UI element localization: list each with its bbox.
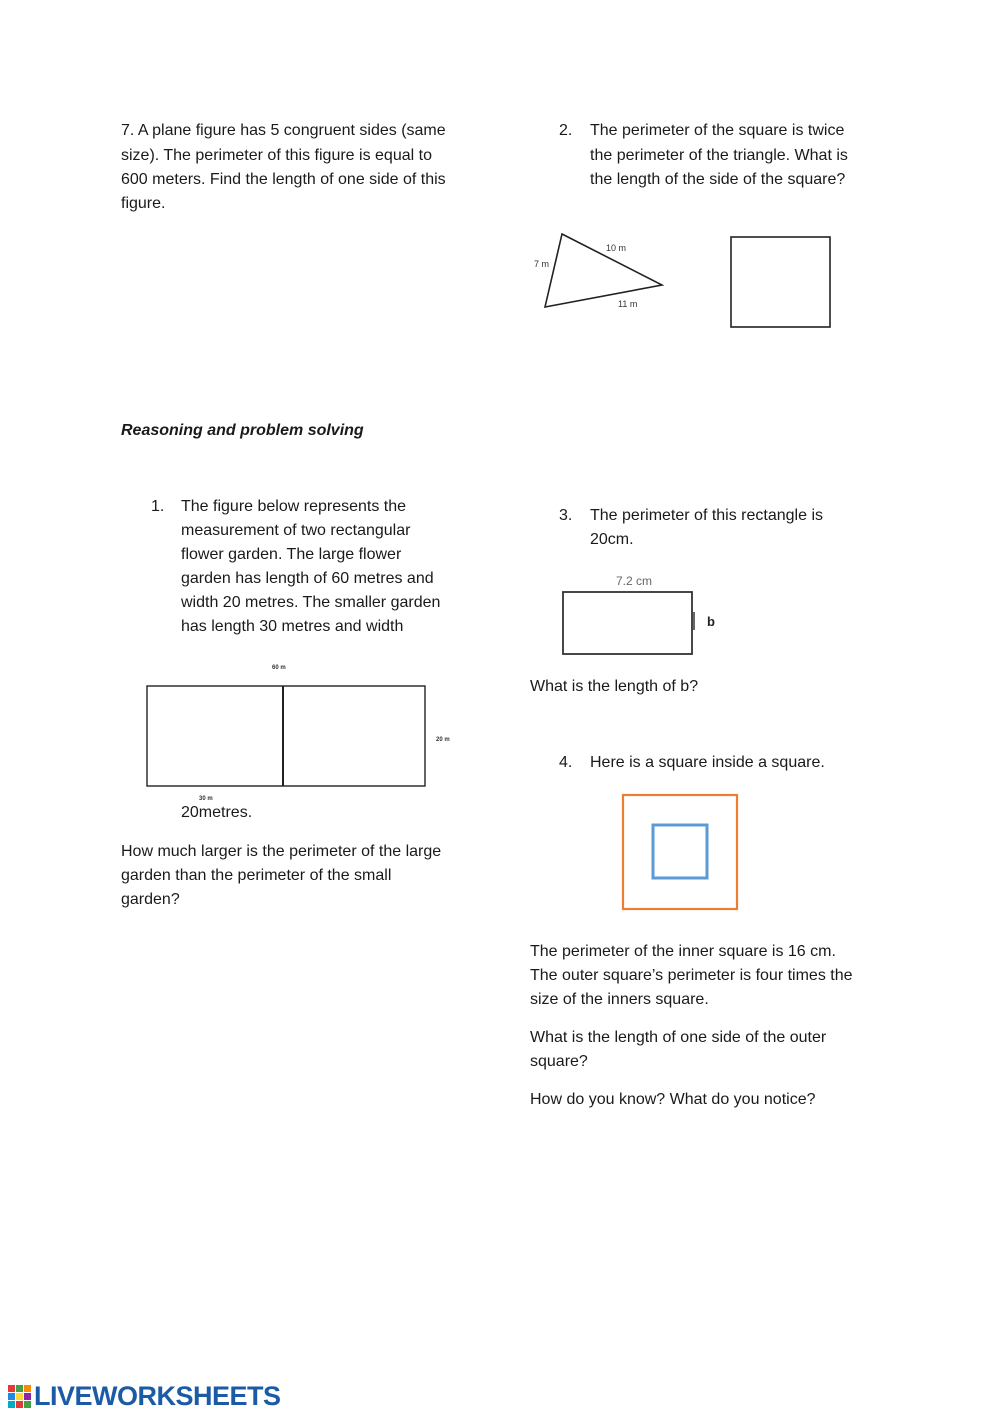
q1-line-6: has length 30 metres and width — [181, 618, 404, 635]
q1-question-line-1: How much larger is the perimeter of the large — [121, 843, 442, 860]
q1-line-1: The figure below represents the — [181, 498, 407, 515]
q1-question-line-3: garden? — [121, 891, 180, 908]
q1-line-2: measurement of two rectangular — [181, 522, 411, 539]
triangle-label-10m: 10 m — [606, 243, 627, 253]
q4-number: 4. — [559, 754, 573, 771]
q7-line-4: figure. — [121, 195, 166, 212]
q7-line-1: 7. A plane figure has 5 congruent sides (same — [121, 122, 446, 139]
q4-info-line-2: The outer square’s perimeter is four times the — [530, 967, 853, 984]
q1-line-5: width 20 metres. The smaller garden — [181, 594, 441, 611]
garden-label-bottom: 30 m — [199, 796, 213, 802]
q4-info-line-1: The perimeter of the inner square is 16 cm. — [530, 943, 836, 960]
q2-line-2: the perimeter of the triangle. What is — [590, 147, 848, 164]
q7-line-3: 600 meters. Find the length of one side of this — [121, 171, 446, 188]
rect-label-b: b — [707, 614, 715, 629]
q1-line-3: flower garden. The large flower — [181, 546, 402, 563]
q3-number: 3. — [559, 507, 573, 524]
q2-number: 2. — [559, 122, 573, 139]
q2-line-3: the length of the side of the square? — [590, 171, 846, 188]
q4-followup: How do you know? What do you notice? — [530, 1091, 816, 1108]
outer-square — [623, 795, 737, 909]
triangle-label-11m: 11 m — [618, 299, 638, 309]
liveworksheets-logo[interactable] — [8, 1380, 281, 1412]
garden-label-right: 20 m — [436, 737, 450, 743]
q4-question-line-2: square? — [530, 1053, 588, 1070]
q1-number: 1. — [151, 498, 165, 515]
q3-question: What is the length of b? — [530, 678, 699, 695]
triangle-label-7m: 7 m — [534, 259, 550, 269]
logo-blocks-icon — [8, 1384, 34, 1408]
section-heading: Reasoning and problem solving — [121, 422, 364, 439]
q4-text: Here is a square inside a square. — [590, 754, 825, 771]
q4-info-line-3: size of the inners square. — [530, 991, 709, 1008]
q1-line-4: garden has length of 60 metres and — [181, 570, 434, 587]
q7-line-2: size). The perimeter of this figure is equal to — [121, 147, 432, 164]
inner-square — [653, 825, 707, 878]
q2-line-1: The perimeter of the square is twice — [590, 122, 845, 139]
q4-question-line-1: What is the length of one side of the outer — [530, 1029, 827, 1046]
q1-question-line-2: garden than the perimeter of the small — [121, 867, 392, 884]
q1-continuation: 20metres. — [181, 804, 253, 821]
garden-label-top: 60 m — [272, 665, 286, 671]
rect-label-top: 7.2 cm — [616, 574, 653, 588]
q3-line-1: The perimeter of this rectangle is — [590, 507, 823, 524]
logo-wordmark: LIVEWORKSHEETS — [34, 1380, 281, 1411]
q3-line-2: 20cm. — [590, 531, 634, 548]
